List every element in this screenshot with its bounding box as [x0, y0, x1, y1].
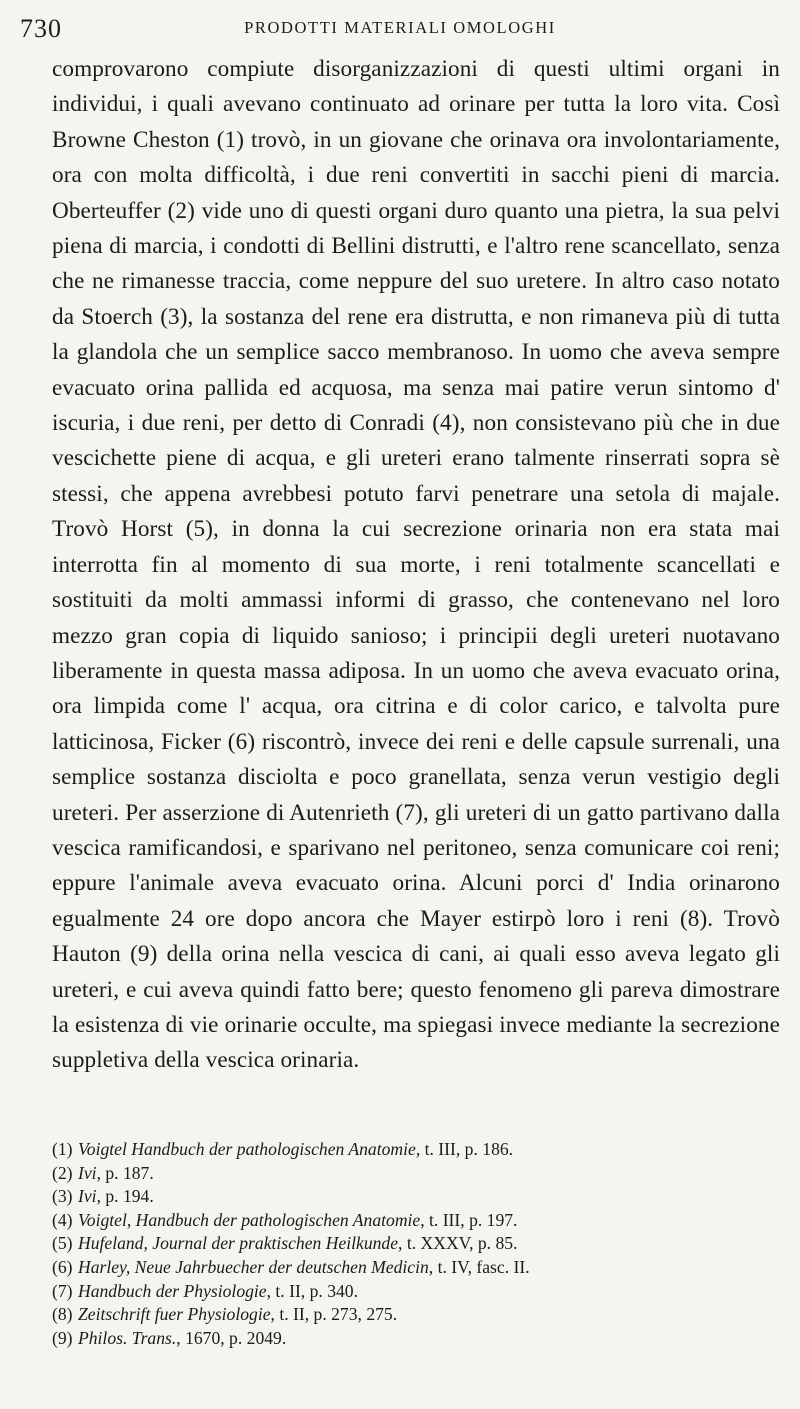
page-header [0, 14, 800, 54]
footnote-4 [52, 1209, 780, 1233]
footnote-7 [52, 1280, 780, 1304]
footnotes [52, 1138, 780, 1350]
footnote-number: (3) [52, 1186, 73, 1207]
body-paragraph: comprovarono compiute disorganizzazioni di questi ultimi organi in individui, i quali avevano continuato ad orinare per tutta la loro vita. Così Browne Cheston (1) trovò, in un giovane che orinava ora involontariamente, ora con molta difficoltà, i due reni convertiti in sacchi pieni di marcia. Oberteuffer (2) vide uno di questi organi duro quanto una pietra, la sua pelvi piena di marcia, i condotti di Bellini distrutti, e l'altro rene scancellato, senza che ne rimanesse traccia, come neppure del suo uretere. In altro caso notato da Stoerch (3), la sostanza del rene era distrutta, e non rimaneva più di tutta la glandola che un semplice sacco membranoso. In uomo che aveva sempre evacuato orina pallida ed acquosa, ma senza mai patire verun sintomo d' iscuria, i due reni, per detto di Conradi (4), non consistevano più che in due vescichette piene di acqua, e gli ureteri erano talmente rinserrati sopra sè stessi, che appena avrebbesi potuto farvi penetrare una setola di majale. Trovò Horst (5), in donna la cui secrezione orinaria non era stata mai interrotta fin al momento di sua morte, i reni totalmente scancellati e sostituiti da molti ammassi informi di grasso, che contenevano nel loro mezzo gran copia di liquido sanioso; i principii degli ureteri nuotavano liberamente in questa massa adiposa. In un uomo che aveva evacuato orina, ora limpida come l' acqua, ora citrina e di color carico, e talvolta pure latticinosa, Ficker (6) riscontrò, invece dei reni e delle capsule surrenali, una semplice sostanza disciolta e poco granellata, senza verun vestigio degli ureteri. Per asserzione di Autenrieth (7), gli ureteri di un gatto partivano dalla vescica ramificandosi, e sparivano nel peritoneo, senza comunicare coi reni; eppure l'animale aveva evacuato orina. Alcuni porci d' India orinarono egualmente 24 ore dopo ancora che Mayer estirpò loro i reni (8). Trovò Hauton (9) della orina nella vescica di cani, ai quali esso aveva legato gli ureteri, e cui aveva quindi fatto bere; questo fenomeno gli pareva dimostrare la esistenza di vie orinarie occulte, ma spiegasi invece mediante la secrezione suppletiva della vescica orinaria. [52, 56, 780, 1074]
footnote-locator: , t. III, p. 186. [415, 1139, 514, 1159]
footnote-source: Harley, Neue Jahrbuecher der deutschen Medicin [78, 1256, 429, 1277]
footnote-source: Voigtel, Handbuch der pathologischen Anatomie [78, 1209, 421, 1230]
footnote-number: (8) [52, 1304, 73, 1325]
footnote-locator: , t. XXXV, p. 85. [398, 1233, 518, 1254]
footnote-locator: , 1670, p. 2049. [176, 1327, 287, 1348]
footnote-8 [52, 1303, 780, 1327]
page-number: 730 [20, 14, 62, 43]
footnote-number: (2) [52, 1162, 73, 1183]
footnote-number: (1) [52, 1139, 73, 1159]
footnote-number: (7) [52, 1280, 73, 1301]
footnote-5 [52, 1232, 780, 1256]
footnote-source: Handbuch der Physiologie [78, 1280, 267, 1301]
footnote-source: Ivi [78, 1186, 97, 1207]
footnote-locator: , t. II, p. 340. [266, 1280, 358, 1301]
footnote-source: Hufeland, Journal der praktischen Heilkunde [78, 1233, 399, 1254]
footnote-3 [52, 1185, 780, 1209]
footnote-number: (6) [52, 1256, 73, 1277]
footnote-locator: , p. 194. [96, 1186, 154, 1207]
footnote-locator: , t. III, p. 197. [420, 1209, 518, 1230]
footnote-locator: , p. 187. [96, 1162, 154, 1183]
footnote-1 [52, 1138, 780, 1162]
body-text [52, 52, 780, 1079]
footnote-source: Philos. Trans. [78, 1327, 177, 1348]
footnote-number: (9) [52, 1327, 73, 1348]
footnote-9 [52, 1327, 780, 1351]
footnote-number: (4) [52, 1209, 73, 1230]
footnote-number: (5) [52, 1233, 73, 1254]
footnote-source: Ivi [78, 1162, 97, 1183]
footnote-6 [52, 1256, 780, 1280]
running-head: PRODOTTI MATERIALI OMOLOGHI [244, 18, 556, 37]
footnote-source: Zeitschrift fuer Physiologie [78, 1304, 271, 1325]
footnote-2 [52, 1162, 780, 1186]
footnote-source: Voigtel Handbuch der pathologischen Anatomie [78, 1139, 416, 1159]
footnote-locator: , t. II, p. 273, 275. [270, 1304, 398, 1325]
footnote-locator: , t. IV, fasc. II. [428, 1256, 530, 1277]
